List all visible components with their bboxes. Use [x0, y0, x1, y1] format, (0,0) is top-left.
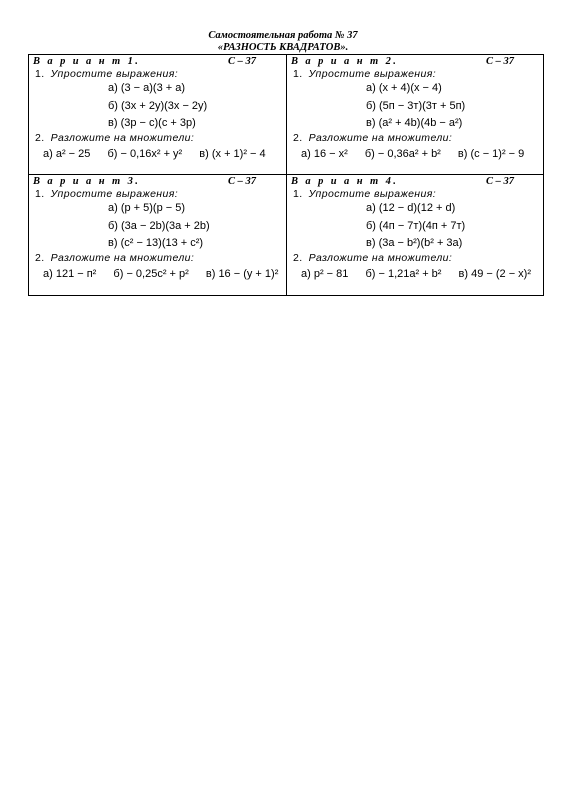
- variant-1-cell: [29, 55, 286, 175]
- task-1-heading: [293, 188, 436, 200]
- expression-a: а) (р + 5)(р − 5): [108, 202, 186, 214]
- task-1-heading: [293, 68, 436, 80]
- expression-a: а) (х + 4)(х − 4): [366, 82, 442, 94]
- task-number: 2.: [293, 132, 303, 144]
- task-text: Упростите выражения:: [50, 188, 179, 200]
- variants-table: [28, 54, 544, 296]
- factor-b: б) − 0,25с² + р²: [113, 268, 189, 280]
- variant-code: С – 37: [485, 56, 514, 67]
- variant-title: В а р и а н т 1.: [33, 56, 141, 67]
- task-text: Разложите на множители:: [308, 132, 453, 144]
- expression-b: б) (3х + 2у)(3х − 2у): [108, 100, 208, 112]
- task-number: 2.: [35, 132, 45, 144]
- variant-code: С – 37: [485, 176, 514, 187]
- worksheet-topic: «РАЗНОСТЬ КВАДРАТОВ».: [217, 42, 349, 53]
- factor-b: б) − 1,21а² + b²: [365, 268, 442, 280]
- variant-code: С – 37: [227, 56, 256, 67]
- factor-a: а) 16 − х²: [301, 148, 348, 160]
- task-number: 1.: [35, 68, 45, 80]
- task-text: Упростите выражения:: [50, 68, 179, 80]
- expression-c: в) (а² + 4b)(4b − а²): [366, 117, 463, 129]
- expression-b: б) (5п − 3т)(3т + 5п): [366, 100, 466, 112]
- factor-row: [301, 268, 545, 280]
- variant-title: В а р и а н т 4.: [291, 176, 399, 187]
- factor-row: [301, 148, 538, 160]
- task-2-heading: [293, 252, 452, 264]
- task-1-heading: [35, 68, 178, 80]
- task-text: Разложите на множители:: [308, 252, 453, 264]
- task-text: Упростите выражения:: [308, 68, 437, 80]
- task-1-heading: [35, 188, 178, 200]
- factor-b: б) − 0,36а² + b²: [364, 148, 441, 160]
- task-text: Разложите на множители:: [50, 252, 195, 264]
- expression-b: б) (3а − 2b)(3а + 2b): [108, 220, 210, 232]
- task-number: 2.: [35, 252, 45, 264]
- task-2-heading: [35, 252, 194, 264]
- factor-c: в) 49 − (2 − х)²: [458, 268, 532, 280]
- factor-c: в) (с − 1)² − 9: [457, 148, 525, 160]
- variant-2-cell: [287, 55, 544, 175]
- task-2-heading: [293, 132, 452, 144]
- task-text: Разложите на множители:: [50, 132, 195, 144]
- factor-row: [43, 148, 280, 160]
- task-number: 1.: [293, 68, 303, 80]
- variant-title: В а р и а н т 2.: [291, 56, 399, 67]
- task-number: 1.: [293, 188, 303, 200]
- task-number: 1.: [35, 188, 45, 200]
- variant-4-cell: [287, 175, 544, 295]
- expression-c: в) (3р − с)(с + 3р): [108, 117, 196, 129]
- factor-a: а) а² − 25: [43, 148, 91, 160]
- factor-c: в) 16 − (у + 1)²: [205, 268, 279, 280]
- task-number: 2.: [293, 252, 303, 264]
- worksheet-title: Самостоятельная работа № 37: [208, 30, 358, 41]
- factor-c: в) (х + 1)² − 4: [199, 148, 266, 160]
- expression-c: в) (с² − 13)(13 + с²): [108, 237, 204, 249]
- factor-a: а) 121 − п²: [43, 268, 97, 280]
- variant-3-cell: [29, 175, 286, 295]
- factor-a: а) р² − 81: [301, 268, 349, 280]
- variant-code: С – 37: [227, 176, 256, 187]
- expression-b: б) (4п − 7т)(4п + 7т): [366, 220, 466, 232]
- expression-a: а) (12 − d)(12 + d): [366, 202, 456, 214]
- task-2-heading: [35, 132, 194, 144]
- factor-row: [43, 268, 292, 280]
- variant-title: В а р и а н т 3.: [33, 176, 141, 187]
- task-text: Упростите выражения:: [308, 188, 437, 200]
- expression-a: а) (3 − а)(3 + а): [108, 82, 186, 94]
- factor-b: б) − 0,16х² + у²: [107, 148, 183, 160]
- expression-c: в) (3а − b²)(b² + 3а): [366, 237, 463, 249]
